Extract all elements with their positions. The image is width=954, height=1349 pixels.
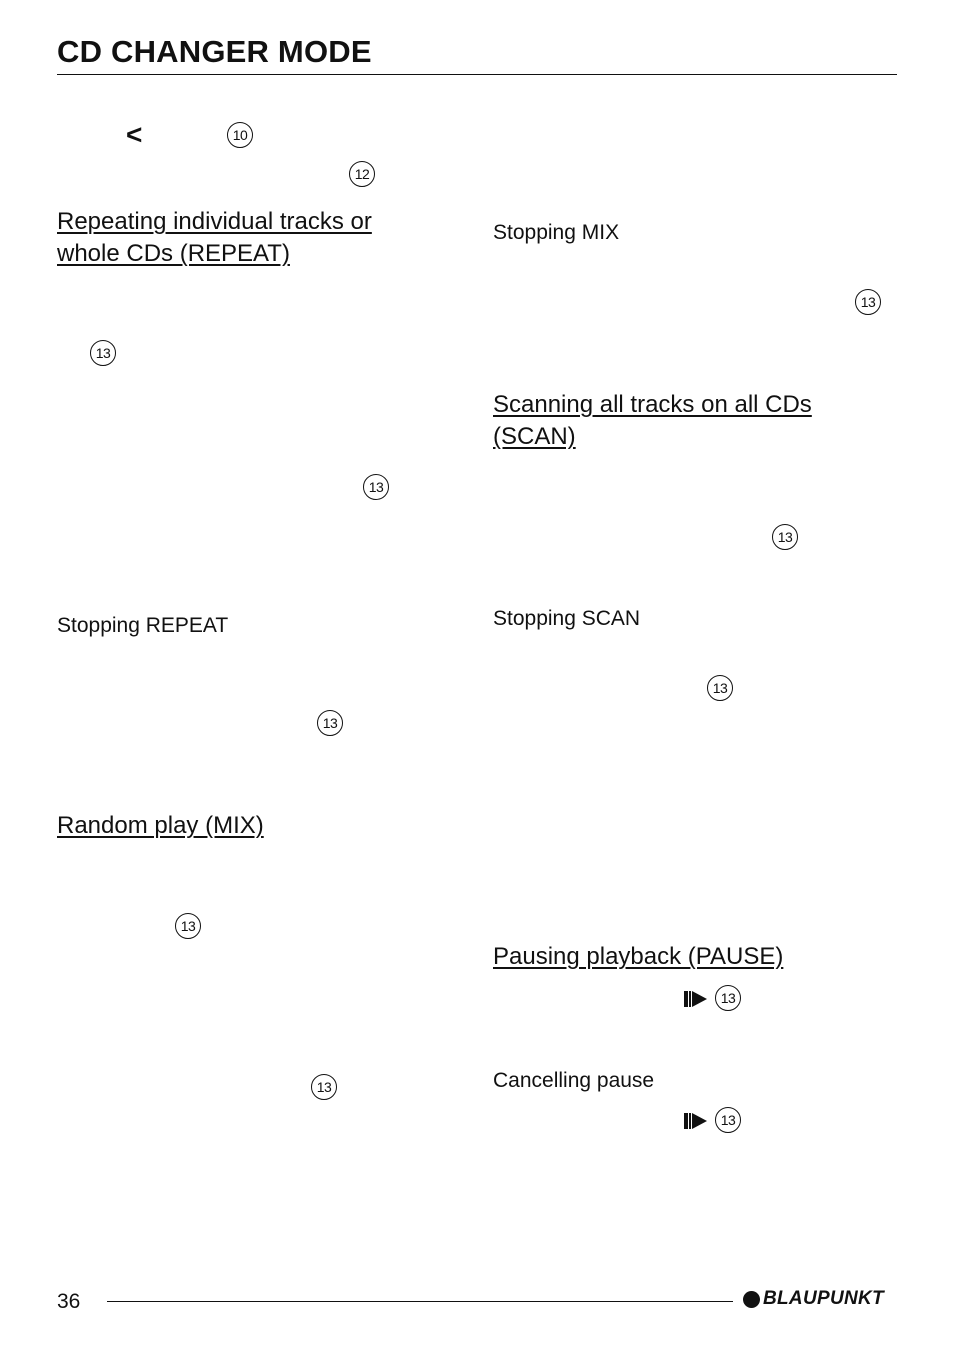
page-title: CD CHANGER MODE [57,34,372,69]
play-pause-icon [684,1112,708,1135]
mix-button-ref-2: 13 [311,1074,337,1100]
cancelling-pause-heading: Cancelling pause [493,1069,655,1092]
repeat-heading-line1: Repeating individual tracks or [57,208,372,235]
stop-repeat-button-ref: 13 [317,710,343,736]
repeat-section-heading [57,206,372,270]
title-divider [57,74,897,75]
stop-mix-button-ref: 13 [855,289,881,315]
mix-button-ref: 13 [175,913,201,939]
button-ref-12: 12 [349,161,375,187]
repeat-heading-line2: whole CDs (REPEAT) [57,240,290,267]
brand-dot-icon [743,1291,760,1308]
left-arrow-symbol: < [126,119,143,150]
scan-heading-line1: Scanning all tracks on all CDs [493,391,812,418]
stop-scan-button-ref: 13 [707,675,733,701]
stopping-repeat-heading: Stopping REPEAT [57,614,229,637]
stopping-mix-heading: Stopping MIX [493,221,620,244]
scan-button-ref: 13 [772,524,798,550]
pause-button-ref: 13 [715,985,741,1011]
play-pause-icon [684,990,708,1013]
scan-heading-line2: (SCAN) [493,423,576,450]
play-pause-icon-svg [684,1112,708,1130]
repeat-button-ref: 13 [90,340,116,366]
mix-section-heading: Random play (MIX) [57,812,264,839]
pause-section-heading: Pausing playback (PAUSE) [493,943,784,970]
brand-name: BLAUPUNKT [763,1288,884,1309]
footer-divider [107,1301,733,1302]
cancel-pause-button-ref: 13 [715,1107,741,1133]
brand-logo [743,1288,884,1310]
repeat-button-ref-2: 13 [363,474,389,500]
scan-section-heading [493,389,812,453]
button-ref-10: 10 [227,122,253,148]
page-number: 36 [57,1290,81,1313]
stopping-scan-heading: Stopping SCAN [493,607,641,630]
play-pause-icon-svg [684,990,708,1008]
